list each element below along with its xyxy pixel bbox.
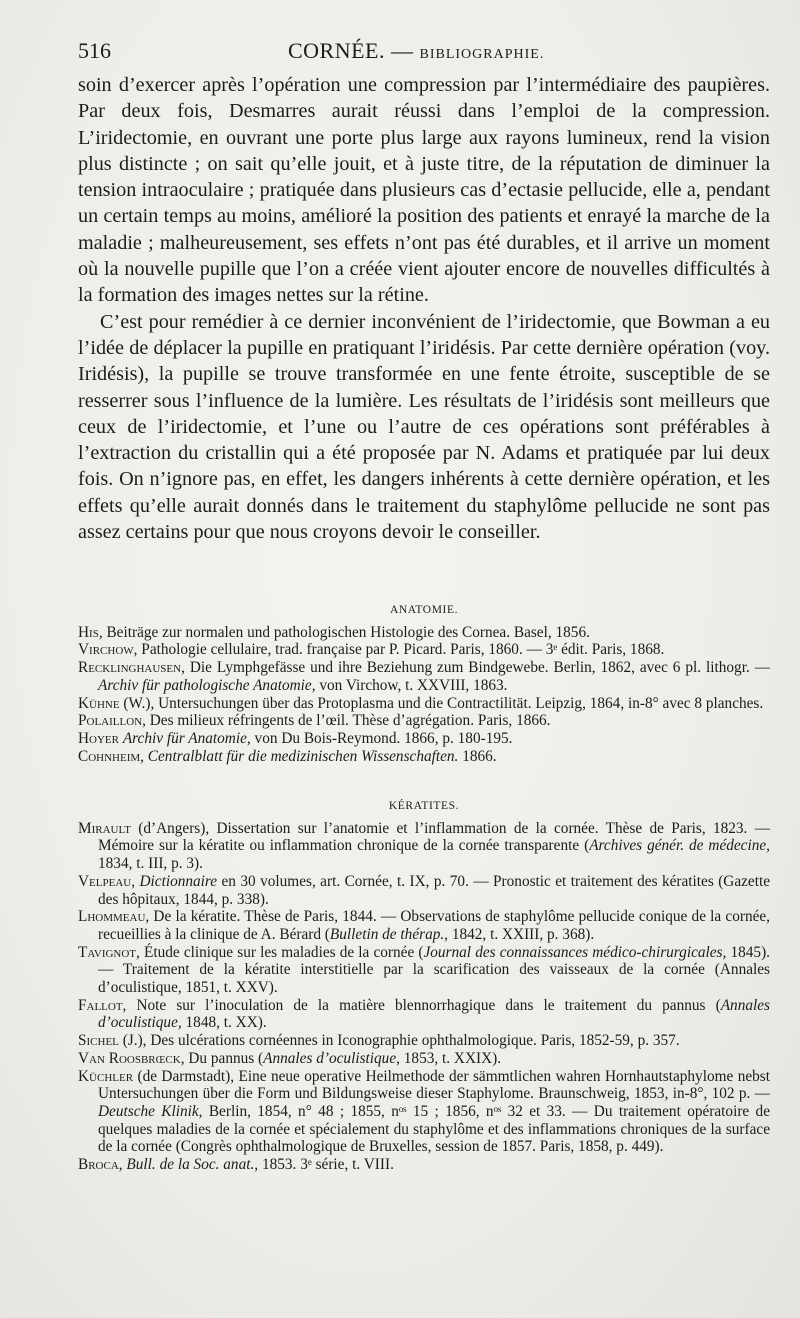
- entry-tail: 1853. 3ᵉ série, t. VIII.: [258, 1156, 394, 1174]
- entry-text: Du pannus (: [184, 1049, 264, 1067]
- bibliography-entry: [78, 624, 770, 642]
- entry-author: Polaillon,: [78, 712, 146, 730]
- entry-tail: 1853, t. XXIX).: [399, 1049, 502, 1067]
- entry-author: Sichel: [78, 1032, 119, 1050]
- entry-italic-title: Archiv für pathologische Anatomie,: [98, 676, 316, 694]
- entry-tail: 1866.: [458, 747, 497, 765]
- entry-text: Des milieux réfringents de l’œil. Thèse d’agrégation. Paris, 1866.: [145, 712, 551, 730]
- bibliography-entry: [78, 641, 770, 659]
- section-title-keratites: KÉRATITES.: [388, 800, 460, 812]
- entry-author: Küchler: [78, 1067, 134, 1085]
- entry-author: Mirault: [78, 819, 131, 837]
- header-title: CORNÉE.: [288, 38, 385, 63]
- bibliography-entry: [78, 944, 770, 997]
- bibliography-entry: [78, 748, 770, 766]
- bibliography-entry: [78, 730, 770, 748]
- anatomie-section: [78, 602, 770, 765]
- bibliography-entry: [78, 1032, 770, 1050]
- bibliography-entry: [78, 820, 770, 873]
- entry-text: De la kératite. Thèse de Paris, 1844. — Observations de staphylôme pellucide conique de la cornée, recueillies à la clinique de A. Bérard (: [98, 908, 770, 943]
- entry-italic-title: Annales d’oculistique,: [98, 996, 770, 1032]
- entry-author: Virchow,: [78, 641, 138, 659]
- entry-author: Tavignot,: [78, 943, 140, 961]
- bibliography-entry: [78, 1068, 770, 1157]
- entry-text: (J.), Des ulcérations cornéennes in Iconographie ophthalmologique. Paris, 1852-59, p. 357.: [118, 1032, 680, 1050]
- bibliography-entry: [78, 712, 770, 730]
- page-number: 516: [78, 38, 111, 63]
- entry-text: Beiträge zur normalen und pathologischen Histologie des Cornea. Basel, 1856.: [102, 623, 590, 641]
- entry-text: (d’Angers), Dissertation sur l’anatomie et l’inflammation de la cornée. Thèse de Paris, 1823. — Mémoire sur la kératite ou inflammation chronique de la cornée transparente (: [98, 819, 770, 855]
- entry-author: His,: [78, 623, 103, 641]
- entry-italic-title: Archives génér. de médecine,: [589, 837, 770, 855]
- entry-italic-title: Centralblatt für die medizinischen Wissenschaften.: [147, 747, 459, 765]
- entry-text: (de Darmstadt), Eine neue operative Heilmethode der sämmtlichen wahren Hornhautstaphylome nebst Untersuchungen über die Form und Bildungsweise dieser Staphylome. Braunschweig, 1853, in-8°, 102 p. —: [98, 1067, 770, 1103]
- anatomie-list: [78, 624, 770, 766]
- entry-italic-title: Dictionnaire: [139, 872, 218, 890]
- running-header: [78, 38, 768, 64]
- entry-tail: Berlin, 1854, n° 48 ; 1855, nᵒˢ 15 ; 1856, nᵒˢ 32 et 33. — Du traitement opératoire de quelques maladies de la cornée et spécialement du staphylôme et des inflammations chroniques de la surface de la cornée (Congrès ophthalmologique de Bruxelles, session de 1857. Paris, 1858, p. 449).: [98, 1102, 770, 1156]
- main-text: [78, 72, 770, 545]
- entry-author: Fallot,: [78, 996, 127, 1014]
- entry-italic-title: Journal des connaissances médico-chirurgicales,: [423, 943, 727, 961]
- bibliography-entry: [78, 1156, 770, 1174]
- section-title-anatomie: ANATOMIE.: [389, 604, 459, 616]
- entry-italic-title: Bull. de la Soc. anat.,: [126, 1156, 259, 1174]
- entry-text: Note sur l’inoculation de la matière blennorrhagique dans le traitement du pannus (: [126, 996, 721, 1014]
- entry-italic-title: Archiv für Anatomie,: [122, 729, 251, 747]
- entry-author: Hoyer: [78, 729, 119, 747]
- entry-author: Velpeau,: [78, 872, 136, 890]
- bibliography-entry: [78, 1050, 770, 1068]
- entry-author: Cohnheim,: [78, 747, 144, 765]
- entry-italic-title: Deutsche Klinik,: [98, 1102, 203, 1120]
- entry-text: Étude clinique sur les maladies de la cornée (: [139, 943, 424, 961]
- entry-author: Van Roosbrœck,: [78, 1049, 185, 1067]
- entry-author: Recklinghausen,: [78, 659, 185, 677]
- entry-tail: von Du Bois-Reymond. 1866, p. 180-195.: [250, 729, 513, 747]
- bibliography-entry: [78, 908, 770, 943]
- paragraph-2: C’est pour remédier à ce dernier inconvénient de l’iridectomie, que Bowman a eu l’idée de déplacer la pupille en pratiquant l’iridésis. Par cette dernière opération (voy. Iridésis), la pupille se trouve transformée en une fente étroite, susceptible de se resserrer sous l’influence de la lumière. Les résultats de l’iridésis sont meilleurs que ceux de l’iridectomie, et l’une ou l’autre de ces opérations sont préférables à l’extraction du cristallin qui a été proposée par N. Adams et pratiquée par lui deux fois. On n’ignore pas, en effet, les dangers inhérents à cette dernière opération, et les effets qu’elle aurait donnés dans le traitement du staphylôme pellucide ne sont pas assez certains pour que nous croyons devoir le conseiller.: [78, 310, 770, 544]
- entry-tail: 1842, t. XXIII, p. 368).: [448, 925, 595, 943]
- keratites-list: [78, 820, 770, 1174]
- bibliography-entry: [78, 695, 770, 713]
- entry-text: (W.), Untersuchungen über das Protoplasma und die Contractilität. Leipzig, 1864, in-8° avec 8 planches.: [119, 694, 764, 712]
- bibliography-entry: [78, 659, 770, 694]
- entry-text: Pathologie cellulaire, trad. française par P. Picard. Paris, 1860. — 3ᵉ édit. Paris, 1868.: [137, 641, 665, 659]
- bibliography-entry: [78, 873, 770, 908]
- header-dash: —: [385, 38, 420, 63]
- entry-italic-title: Bulletin de thérap.,: [329, 925, 449, 943]
- entry-text: Die Lymphgefässe und ihre Beziehung zum Bindgewebe. Berlin, 1862, avec 6 pl. lithogr. —: [184, 659, 770, 677]
- header-subtitle: BIBLIOGRAPHIE.: [419, 47, 545, 62]
- bibliography-entry: [78, 997, 770, 1032]
- entry-author: Broca,: [78, 1156, 123, 1174]
- entry-author: Lhommeau,: [78, 908, 150, 926]
- keratites-section: [78, 798, 770, 1174]
- paragraph-1: soin d’exercer après l’opération une compression par l’intermédiaire des paupières. Par deux fois, Desmarres aurait réussi dans l’emploi de la compression. L’iridectomie, en ouvrant une porte plus large aux rayons lumineux, rend la vision plus distincte ; on sait qu’elle jouit, et à juste titre, de la réputation de diminuer la tension intraoculaire ; pratiquée dans plusieurs cas d’ectasie pellucide, elle a, pendant un certain temps au moins, amélioré la position des patients et enrayé la marche de la maladie ; malheureusement, ses effets n’ont pas été durables, et il arrive un moment où la nouvelle pupille que l’on a créée vient ajouter encore de nouvelles difficultés à la formation des images nettes sur la rétine.: [78, 74, 770, 307]
- entry-tail: 1834, t. III, p. 3).: [98, 855, 203, 873]
- entry-author: Kühne: [78, 694, 120, 712]
- entry-tail: 1845). — Traitement de la kératite interstitielle par la scarification des vaisseaux de la cornée (Annales d’oculistique, 1851, t. XXV).: [98, 943, 770, 997]
- entry-tail: en 30 volumes, art. Cornée, t. IX, p. 70. — Pronostic et traitement des kératites (Gazette des hôpitaux, 1844, p. 338).: [98, 872, 771, 908]
- entry-tail: von Virchow, t. XXVIII, 1863.: [315, 676, 508, 694]
- entry-tail: 1848, t. XX).: [181, 1014, 267, 1032]
- entry-italic-title: Annales d’oculistique,: [263, 1049, 400, 1067]
- running-title: [288, 38, 544, 64]
